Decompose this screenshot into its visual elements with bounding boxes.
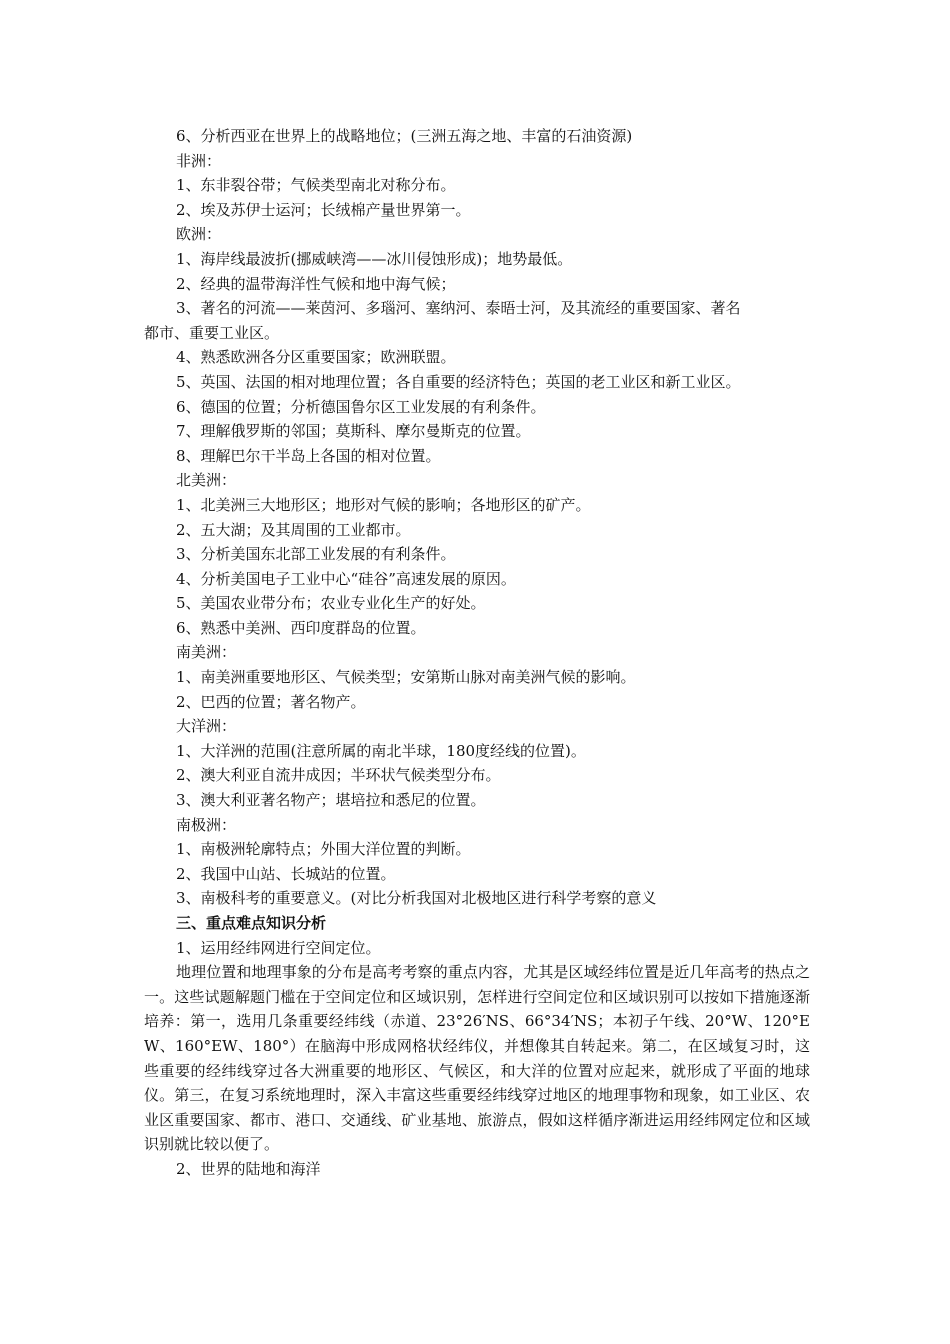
text-line: 非洲： (176, 151, 222, 170)
text-line: 1、东非裂谷带；气候类型南北对称分布。 (176, 176, 456, 195)
continent-list-part-1 (144, 124, 810, 321)
text-line: 8、理解巴尔干半岛上各国的相对位置。 (176, 446, 441, 465)
text-line: 6、熟悉中美洲、西印度群岛的位置。 (176, 618, 426, 637)
text-line: 2、埃及苏伊士运河；长绒棉产量世界第一。 (176, 200, 471, 219)
text-line: 1、北美洲三大地形区；地形对气候的影响；各地形区的矿产。 (176, 495, 591, 514)
text-line: 2、巴西的位置；著名物产。 (176, 692, 366, 711)
subheading-longitude-latitude: 1、运用经纬网进行空间定位。 (176, 938, 381, 957)
section-heading: 三、重点难点知识分析 (176, 914, 327, 932)
continent-list-part-2 (144, 345, 810, 911)
text-line: 1、南美洲重要地形区、气候类型；安第斯山脉对南美洲气候的影响。 (176, 668, 636, 687)
text-line: 1、海岸线最波折(挪威峡湾——冰川侵蚀形成)；地势最低。 (176, 249, 573, 268)
text-line: 5、美国农业带分布；农业专业化生产的好处。 (176, 594, 486, 613)
text-line: 1、大洋洲的范围(注意所属的南北半球，180度经线的位置)。 (176, 741, 586, 760)
text-line: 欧洲： (176, 225, 222, 244)
text-line: 2、我国中山站、长城站的位置。 (176, 864, 396, 883)
text-line: 3、南极科考的重要意义。(对比分析我国对北极地区进行科学考察的意义 (176, 889, 657, 908)
text-line: 2、澳大利亚自流井成因；半环状气候类型分布。 (176, 766, 501, 785)
text-line: 4、分析美国电子工业中心“硅谷”高速发展的原因。 (176, 569, 516, 588)
document-page (144, 124, 810, 1182)
text-line: 3、著名的河流——莱茵河、多瑙河、塞纳河、泰晤士河，及其流经的重要国家、著名 (176, 299, 741, 318)
text-line: 3、分析美国东北部工业发展的有利条件。 (176, 545, 456, 564)
text-line: 南极洲： (176, 815, 237, 834)
text-line: 6、分析西亚在世界上的战略地位；(三洲五海之地、丰富的石油资源) (176, 127, 633, 145)
text-line: 南美洲： (176, 643, 237, 662)
text-line: 6、德国的位置；分析德国鲁尔区工业发展的有利条件。 (176, 397, 546, 416)
text-line: 3、澳大利亚著名物产；堪培拉和悉尼的位置。 (176, 791, 486, 810)
text-line: 大洋洲： (176, 717, 237, 736)
text-line-continuation: 都市、重要工业区。 (144, 323, 280, 342)
text-line: 7、理解俄罗斯的邻国；莫斯科、摩尔曼斯克的位置。 (176, 422, 531, 441)
text-line: 5、英国、法国的相对地理位置；各自重要的经济特色；英国的老工业区和新工业区。 (176, 372, 741, 391)
analysis-paragraph: 地理位置和地理事象的分布是高考考察的重点内容，尤其是区域经纬位置是近几年高考的热点之一。这些试题解题门槛在于空间定位和区域识别，怎样进行空间定位和区域识别可以按如下措施逐渐培养：第一，选用几条重要经纬线（赤道、23°26′NS、66°34′NS；本初子午线、20°W、120°EW、160°EW、180°）在脑海中形成网格状经纬仪，并想像其自转起来。第二，在区域复习时，这些重要的经纬线穿过各大洲重要的地形区、气候区，和大洋的位置对应起来，就形成了平面的地球仪。第三，在复习系统地理时，深入丰富这些重要经纬线穿过地区的地理事物和现象，如工业区、农业区重要国家、都市、港口、交通线、矿业基地、旅游点，假如这样循序渐进运用经纬网定位和区域识别就比较以便了。 (144, 963, 810, 1154)
text-line: 2、五大湖；及其周围的工业都市。 (176, 520, 411, 539)
text-line: 1、南极洲轮廓特点；外围大洋位置的判断。 (176, 840, 471, 859)
text-line: 4、熟悉欧洲各分区重要国家；欧洲联盟。 (176, 348, 456, 367)
text-line: 2、经典的温带海洋性气候和地中海气候； (176, 274, 456, 293)
text-line: 北美洲： (176, 471, 237, 490)
subheading-land-and-sea: 2、世界的陆地和海洋 (176, 1159, 321, 1178)
